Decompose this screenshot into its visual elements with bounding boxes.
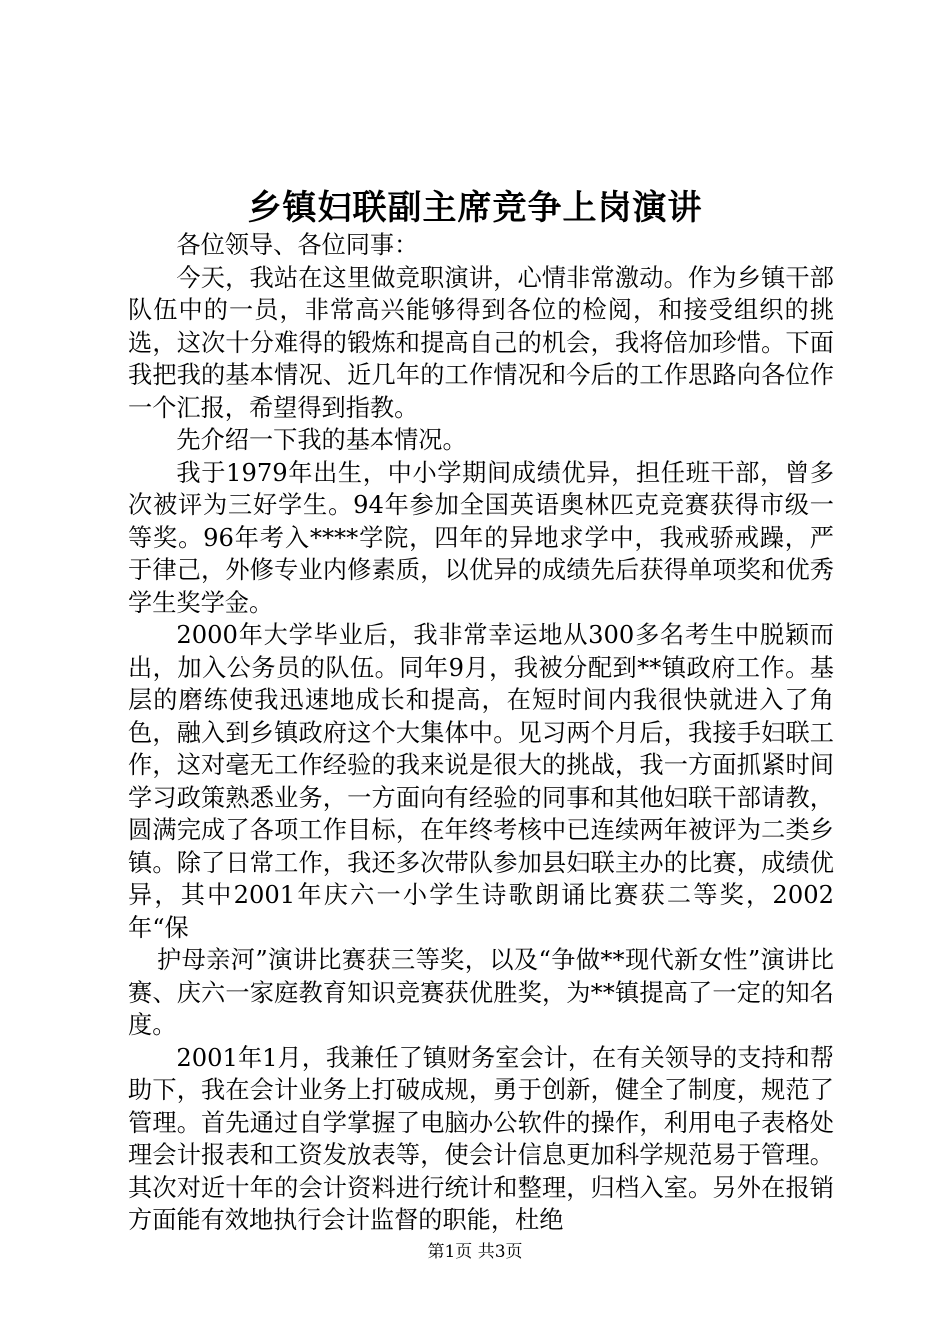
paragraph-accounting: 2001年1月，我兼任了镇财务室会计，在有关领导的支持和帮助下，我在会计业务上打破成规，勇于创新，健全了制度，规范了管理。首先通过自学掌握了电脑办公软件的操作，利用电子表格处理会计报表和工资发放表等，使会计信息更加科学规范易于管理。其次对近十年的会计资料进行统计和整理，归档入室。另外在报销方面能有效地执行会计监督的职能，杜绝 — [128, 1043, 834, 1234]
paragraph-work-experience-continued: 护母亲河”演讲比赛获三等奖，以及“争做**现代新女性”演讲比赛、庆六一家庭教育知识竞赛获优胜奖，为**镇提高了一定的知名度。 — [128, 946, 834, 1039]
paragraph-education: 我于1979年出生，中小学期间成绩优异，担任班干部，曾多次被评为三好学生。94年参加全国英语奥林匹克竞赛获得市级一等奖。96年考入****学院，四年的异地求学中，我戒骄戒躁，严于律己，外修专业内修素质，以优异的成绩先后获得单项奖和优秀学生奖学金。 — [128, 458, 834, 617]
document-title: 乡镇妇联副主席竞争上岗演讲 — [247, 188, 703, 228]
paragraph-intro: 今天，我站在这里做竞职演讲，心情非常激动。作为乡镇干部队伍中的一员，非常高兴能够得到各位的检阅，和接受组织的挑选，这次十分难得的锻炼和提高自己的机会，我将倍加珍惜。下面我把我的基本情况、近几年的工作情况和今后的工作思路向各位作一个汇报，希望得到指教。 — [128, 263, 834, 422]
page-footer: 第1页 共3页 — [427, 1242, 523, 1262]
document-body — [128, 229, 834, 1237]
paragraph-basic-info-heading: 先介绍一下我的基本情况。 — [176, 426, 467, 454]
paragraph-work-experience: 2000年大学毕业后，我非常幸运地从300多名考生中脱颖而出，加入公务员的队伍。同年9月，我被分配到**镇政府工作。基层的磨练使我迅速地成长和提高，在短时间内我很快就进入了角色，融入到乡镇政府这个大集体中。见习两个月后，我接手妇联工作，这对毫无工作经验的我来说是很大的挑战，我一方面抓紧时间学习政策熟悉业务，一方面向有经验的同事和其他妇联干部请教，圆满完成了各项工作目标，在年终考核中已连续两年被评为二类乡镇。除了日常工作，我还多次带队参加县妇联主办的比赛，成绩优异，其中2001年庆六一小学生诗歌朗诵比赛获二等奖，2002年“保 — [128, 621, 834, 942]
salutation: 各位领导、各位同事： — [176, 231, 419, 259]
